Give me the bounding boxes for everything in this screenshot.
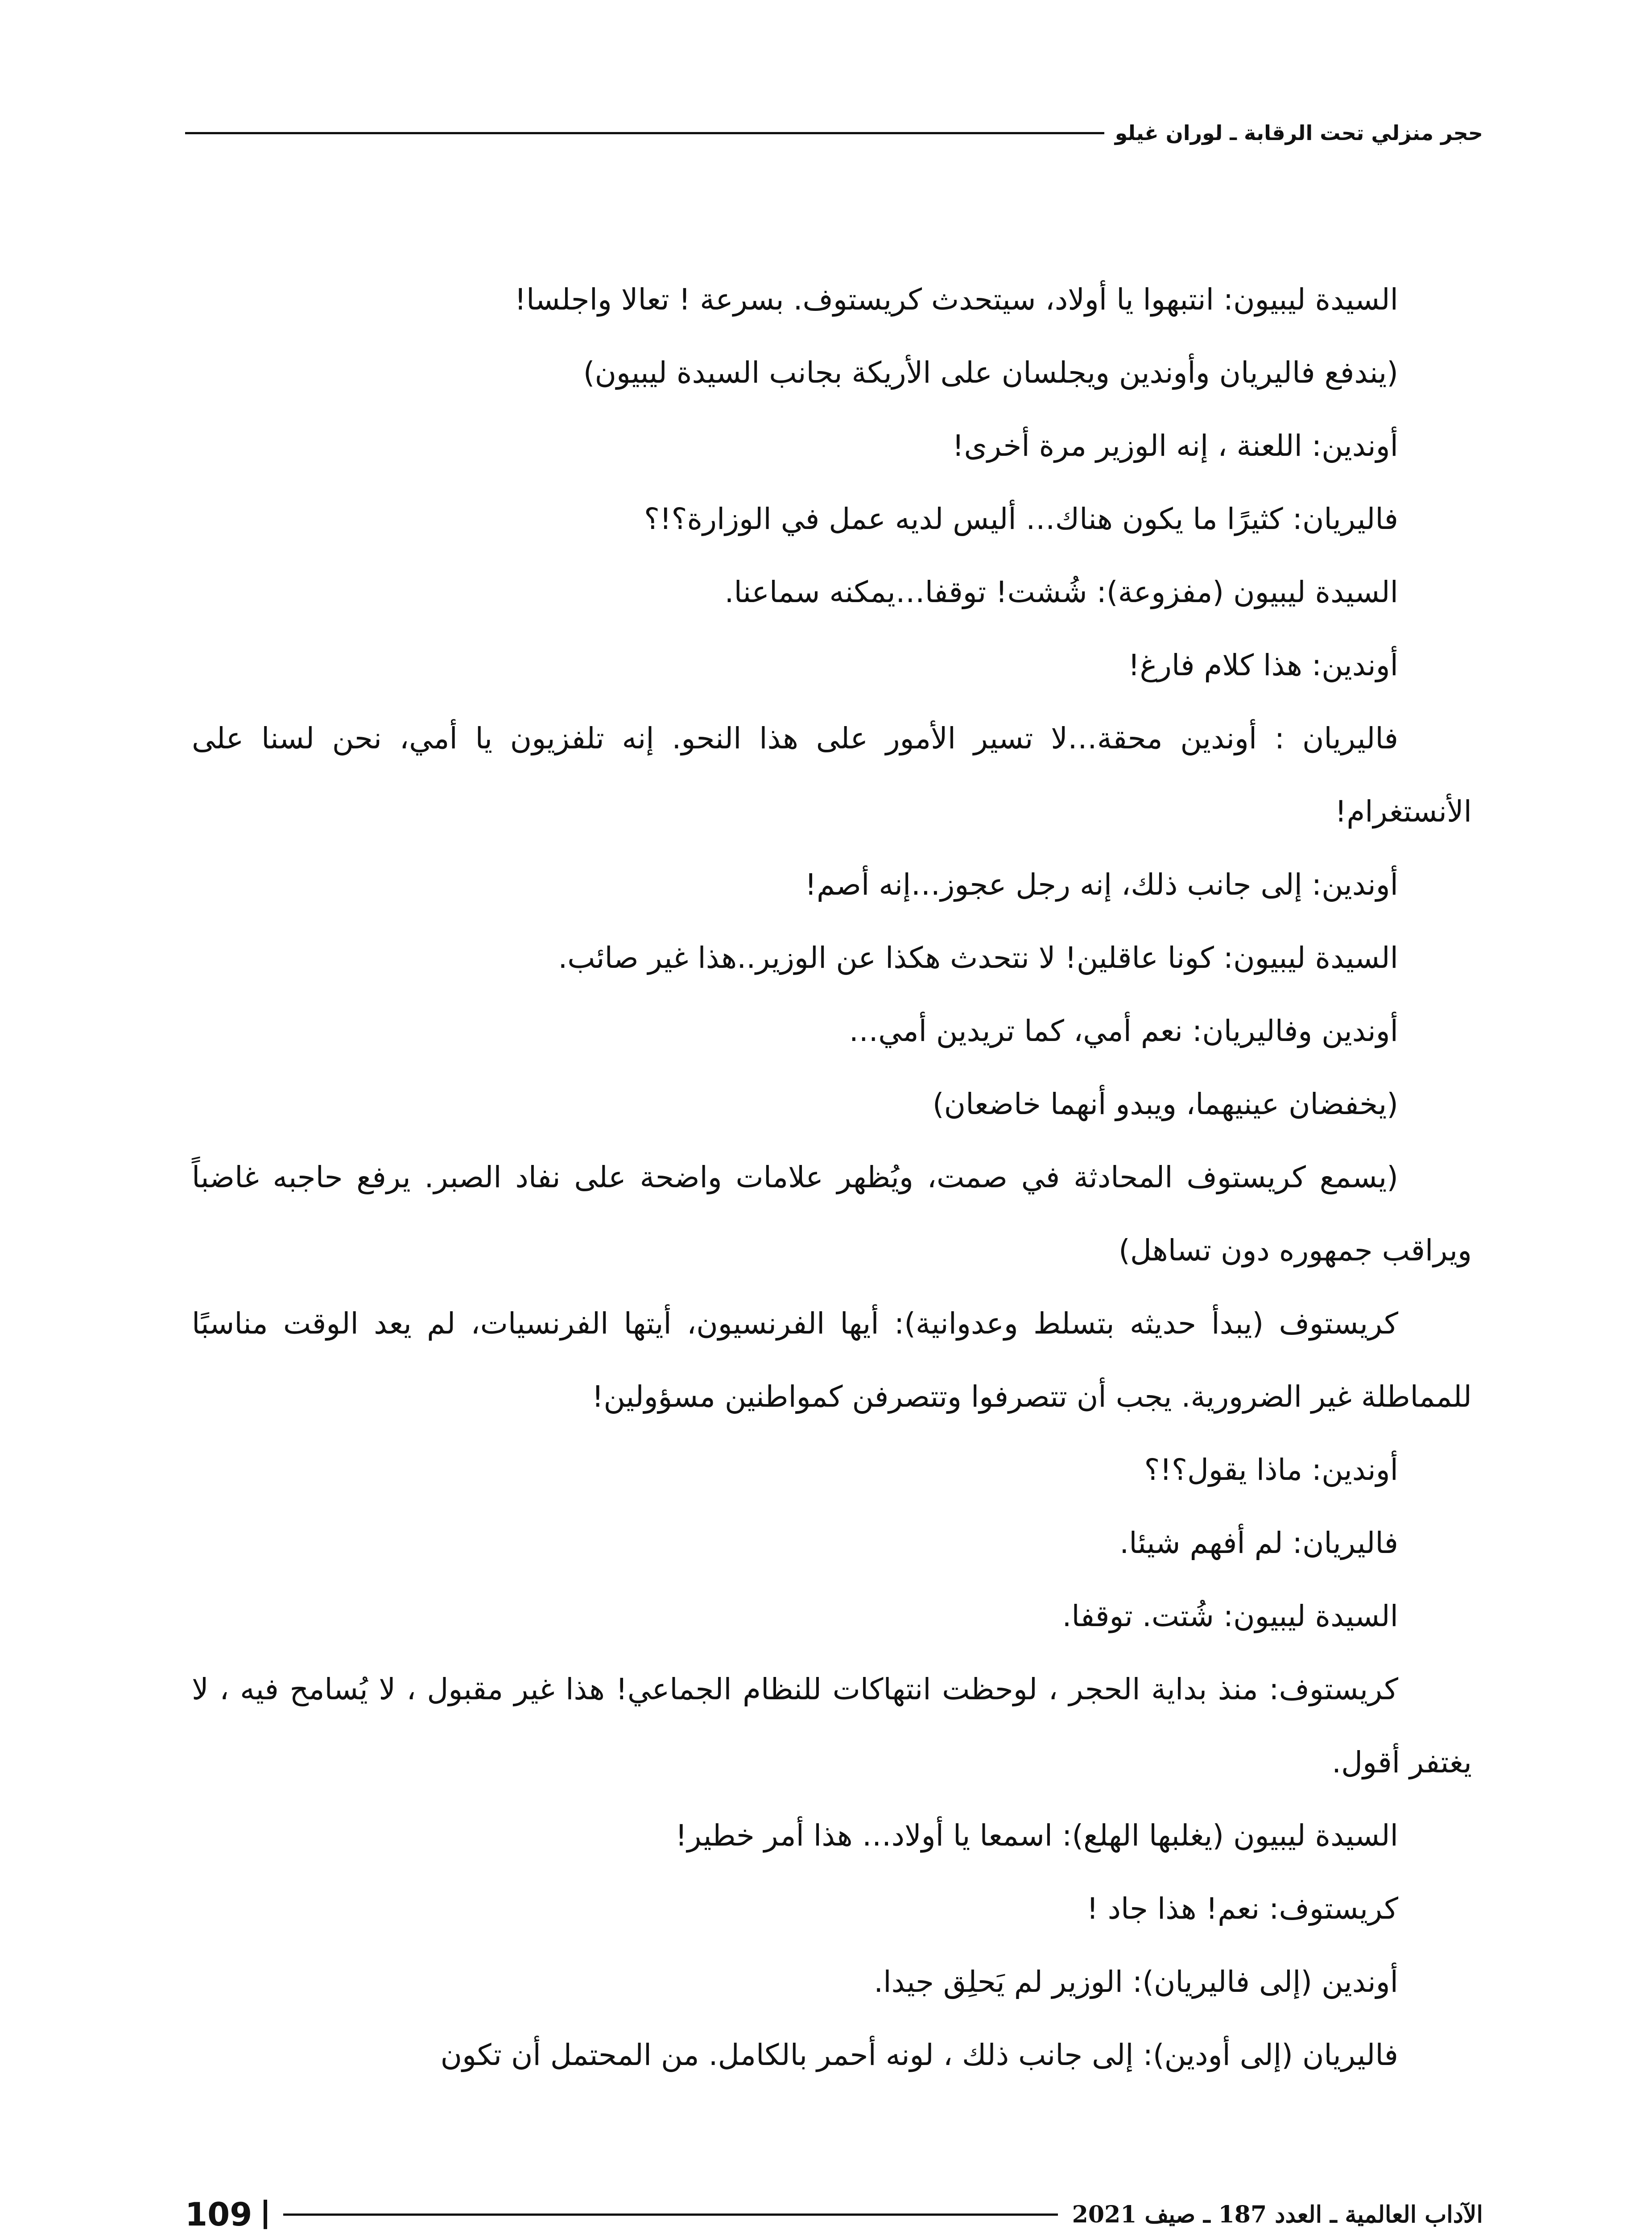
paragraph: السيدة ليبيون (يغلبها الهلع): اسمعا يا أولاد… هذا أمر خطير! (675, 1818, 1398, 1853)
paragraph: (يسمع كريستوف المحادثة في صمت، ويُظهر علامات واضحة على نفاد الصبر. يرفع حاجبه غاضباً ويراقب جمهوره دون تساهل) (192, 1160, 1472, 1268)
paragraph: كريستوف (يبدأ حديثه بتسلط وعدوانية): أيها الفرنسيون، أيتها الفرنسيات، لم يعد الوقت مناسبًا للمماطلة غير الضرورية. يجب أن تتصرفوا وتتصرفن كمواطنين مسؤولين! (192, 1306, 1472, 1414)
paragraph: أوندين (إلى فاليريان): الوزير لم يَحلِق جيدا. (874, 1965, 1398, 1999)
running-header (185, 115, 1483, 151)
footer-rule (283, 2213, 1057, 2216)
header-title: حجر منزلي تحت الرقابة ـ لوران غيلو (1115, 121, 1483, 145)
paragraph: السيدة ليبيون: كونا عاقلين! لا نتحدث هكذا عن الوزير..هذا غير صائب. (558, 941, 1398, 975)
footer-journal-info: الآداب العالمية ـ العدد 187 ـ صيف 2021 (1072, 2201, 1483, 2228)
paragraph: السيدة ليبيون: انتبهوا يا أولاد، سيتحدث كريستوف. بسرعة ! تعالا واجلسا! (514, 282, 1398, 317)
header-rule (185, 132, 1104, 134)
paragraph: (يندفع فاليريان وأوندين ويجلسان على الأريكة بجانب السيدة ليبيون) (583, 355, 1398, 390)
paragraph: فاليريان: لم أفهم شيئا. (1119, 1526, 1398, 1560)
page-number: 109 (185, 2196, 252, 2230)
running-footer (185, 2192, 1483, 2230)
paragraph: كريستوف: نعم! هذا جاد ! (1086, 1891, 1398, 1926)
paragraph: (يخفضان عينيهما، ويبدو أنهما خاضعان) (932, 1087, 1398, 1121)
paragraph: أوندين: إلى جانب ذلك، إنه رجل عجوز…إنه أصم! (805, 867, 1398, 902)
paragraph: فاليريان : أوندين محقة…لا تسير الأمور على هذا النحو. إنه تلفزيون يا أمي، نحن لسنا على الأنستغرام! (192, 721, 1472, 829)
paragraph: فاليريان: كثيرًا ما يكون هناك… أليس لديه عمل في الوزارة؟!؟ (644, 502, 1398, 536)
paragraph: السيدة ليبيون: شُتت. توقفا. (1062, 1599, 1398, 1633)
paragraph: السيدة ليبيون (مفزوعة): شُشت! توقفا…يمكنه سماعنا. (724, 575, 1398, 609)
paragraph: أوندين وفاليريان: نعم أمي، كما تريدين أمي… (849, 1014, 1398, 1048)
paragraph: أوندين: اللعنة ، إنه الوزير مرة أخرى! (952, 429, 1398, 463)
paragraph: أوندين: هذا كلام فارغ! (1128, 648, 1398, 682)
body-text (192, 263, 1472, 2092)
paragraph: أوندين: ماذا يقول؟!؟ (1144, 1453, 1398, 1487)
paragraph: كريستوف: منذ بداية الحجر ، لوحظت انتهاكات للنظام الجماعي! هذا غير مقبول ، لا يُسامح فيه ، لا يغتفر أقول. (192, 1672, 1472, 1780)
paragraph: فاليريان (إلى أودين): إلى جانب ذلك ، لونه أحمر بالكامل. من المحتمل أن تكون (440, 2038, 1398, 2072)
footer-separator (264, 2200, 267, 2229)
